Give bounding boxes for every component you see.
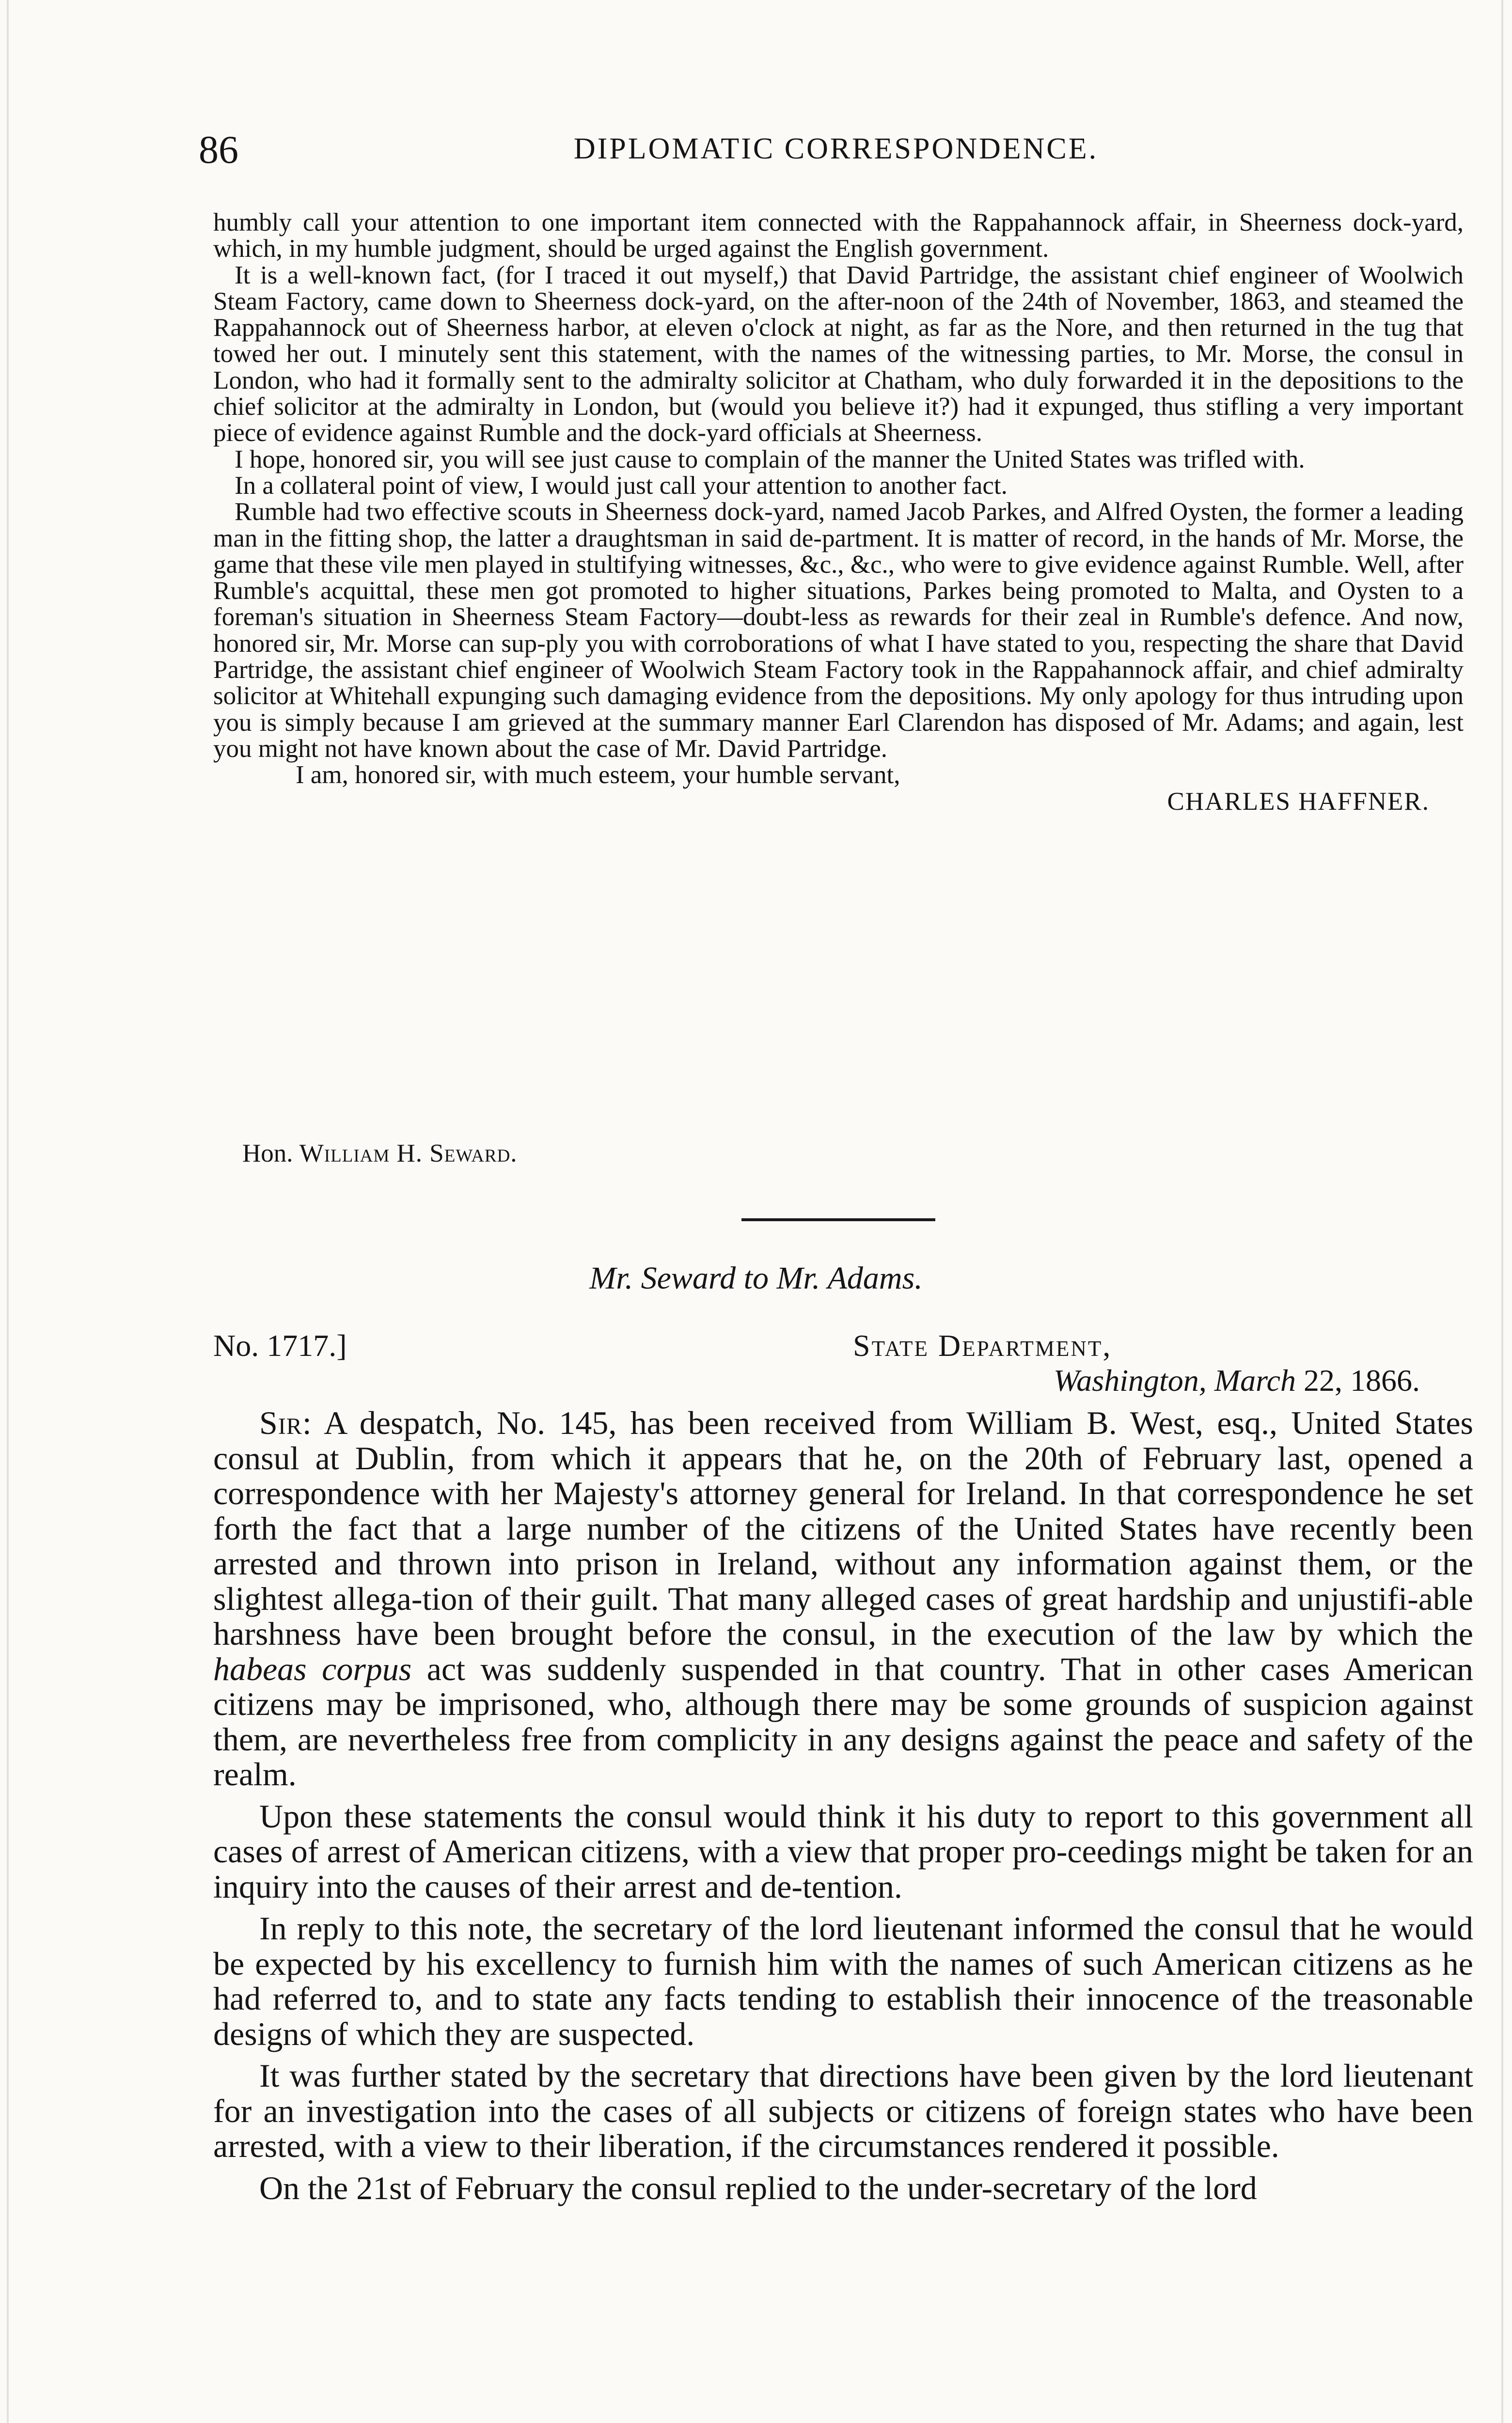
letter-body xyxy=(213,209,1464,815)
despatch-body xyxy=(213,1405,1473,2205)
despatch-paragraph xyxy=(213,1405,1473,1792)
addressee-name: William H. Seward. xyxy=(299,1139,518,1167)
italic-phrase: habeas corpus xyxy=(213,1650,412,1687)
letter-paragraph: humbly call your attention to one important item connected with the Rappahannock affair, in Sheerness dock-yard, which, in my humble judgment, should be urged against the English government. xyxy=(213,208,1464,263)
addressee-prefix: Hon. xyxy=(242,1139,293,1167)
page-header xyxy=(199,127,1473,180)
despatch-paragraph: Upon these statements the consul would think it his duty to report to this government all cases of arrest of American citizens, with a view that proper pro-ceedings might be taken for an inquiry into the causes of their arrest and de-tention. xyxy=(213,1797,1473,1905)
scan-edge-left xyxy=(7,0,9,2423)
letter-paragraph: It is a well-known fact, (for I traced it out myself,) that David Partridge, the assistant chief engineer of Woolwich Steam Factory, came down to Sheerness dock-yard, on the after-noon of the 24th of November, 1863, and steamed the Rappahannock out of Sheerness harbor, at eleven o'clock at night, as far as the Nore, and then returned in the tug that towed her out. I minutely sent this statement, with the names of the witnessing parties, to Mr. Morse, the consul in London, who had it formally sent to the admiralty solicitor at Chatham, who duly forwarded it in the depositions to the chief solicitor at the admiralty in London, but (would you believe it?) had it expunged, thus stifling a very important piece of evidence against Rumble and the dock-yard officials at Sheerness. xyxy=(213,261,1464,447)
paragraph-text: A despatch, No. 145, has been received from William B. West, esq., United States consul at Dublin, from which it appears that he, on the 20th of February last, opened a correspondence with her Majesty's attorney general for Ireland. In that correspondence he set forth the fact that a large number of the citizens of the United States have recently been arrested and thrown into prison in Ireland, without any information against them, or the slightest allega-tion of their guilt. That many alleged cases of great hardship and unjustifi-able harshness have been brought before the consul, in the execution of the law by which the xyxy=(213,1404,1474,1652)
place: Washington, March xyxy=(1053,1363,1296,1398)
date: 22, 1866. xyxy=(1304,1363,1420,1398)
despatch-number: No. 1717.] xyxy=(213,1328,347,1363)
running-title: DIPLOMATIC CORRESPONDENCE. xyxy=(573,132,1099,165)
page-number: 86 xyxy=(199,127,238,172)
section-divider xyxy=(741,1218,935,1221)
salutation: Sir: xyxy=(259,1404,312,1441)
signature: CHARLES HAFFNER. xyxy=(1167,787,1430,816)
despatch-paragraph: In reply to this note, the secretary of the lord lieutenant informed the consul that he would be expected by his excellency to furnish him with the names of such American citizens as he had referred to, and to state any facts tending to establish their innocence of the treasonable designs of which they are suspected. xyxy=(213,1910,1473,2052)
place-date xyxy=(1054,1363,1420,1399)
scan-edge-right xyxy=(1501,0,1503,2423)
paragraph-text-tail: act was suddenly suspended in that country. That in other cases American citizens may be imprisoned, who, although there may be some grounds of suspicion against them, are nevertheless free from complicity in any designs against the peace and safety of the realm. xyxy=(213,1650,1473,1793)
letter-paragraph: I hope, honored sir, you will see just cause to complain of the manner the United States was trifled with. xyxy=(235,445,1305,473)
despatch-paragraph: It was further stated by the secretary that directions have been given by the lord lieutenant for an investigation into the cases of all subjects or citizens of foreign states who have been arrested, with a view to their liberation, if the circumstances rendered it possible. xyxy=(213,2057,1473,2164)
letter-closing xyxy=(213,762,1464,815)
letter-paragraph: Rumble had two effective scouts in Sheerness dock-yard, named Jacob Parkes, and Alfred Oysten, the former a leading man in the fitting shop, the latter a draughtsman in said de-partment. It is matter of record, in the hands of Mr. Morse, the game that these vile men played in stultifying witnesses, &c., &c., who were to give evidence against Rumble. Well, after Rumble's acquittal, these men got promoted to higher situations, Parkes being promoted to Malta, and Oysten to a foreman's situation in Sheerness Steam Factory—doubt-less as rewards for their zeal in Rumble's defence. And now, honored sir, Mr. Morse can sup-ply you with corroborations of what I have stated to you, respecting the share that David Partridge, the assistant chief engineer of Woolwich Steam Factory took in the Rappahannock affair, and chief admiralty solicitor at Whitehall expunging such damaging evidence from the depositions. My only apology for thus intruding upon you is simply because I am grieved at the summary manner Earl Clarendon has disposed of Mr. Adams; and again, lest you might not have known about the case of Mr. David Partridge. xyxy=(213,498,1464,763)
despatch-title: Mr. Seward to Mr. Adams. xyxy=(589,1260,923,1296)
addressee xyxy=(242,1139,518,1168)
letter-paragraph: In a collateral point of view, I would just call your attention to another fact. xyxy=(235,471,1008,500)
despatch-dateline xyxy=(213,1328,1464,1405)
department: State Department, xyxy=(853,1328,1112,1363)
despatch-paragraph: On the 21st of February the consul replied to the under-secretary of the lord xyxy=(259,2169,1257,2206)
closing-line: I am, honored sir, with much esteem, your humble servant, xyxy=(296,761,900,789)
